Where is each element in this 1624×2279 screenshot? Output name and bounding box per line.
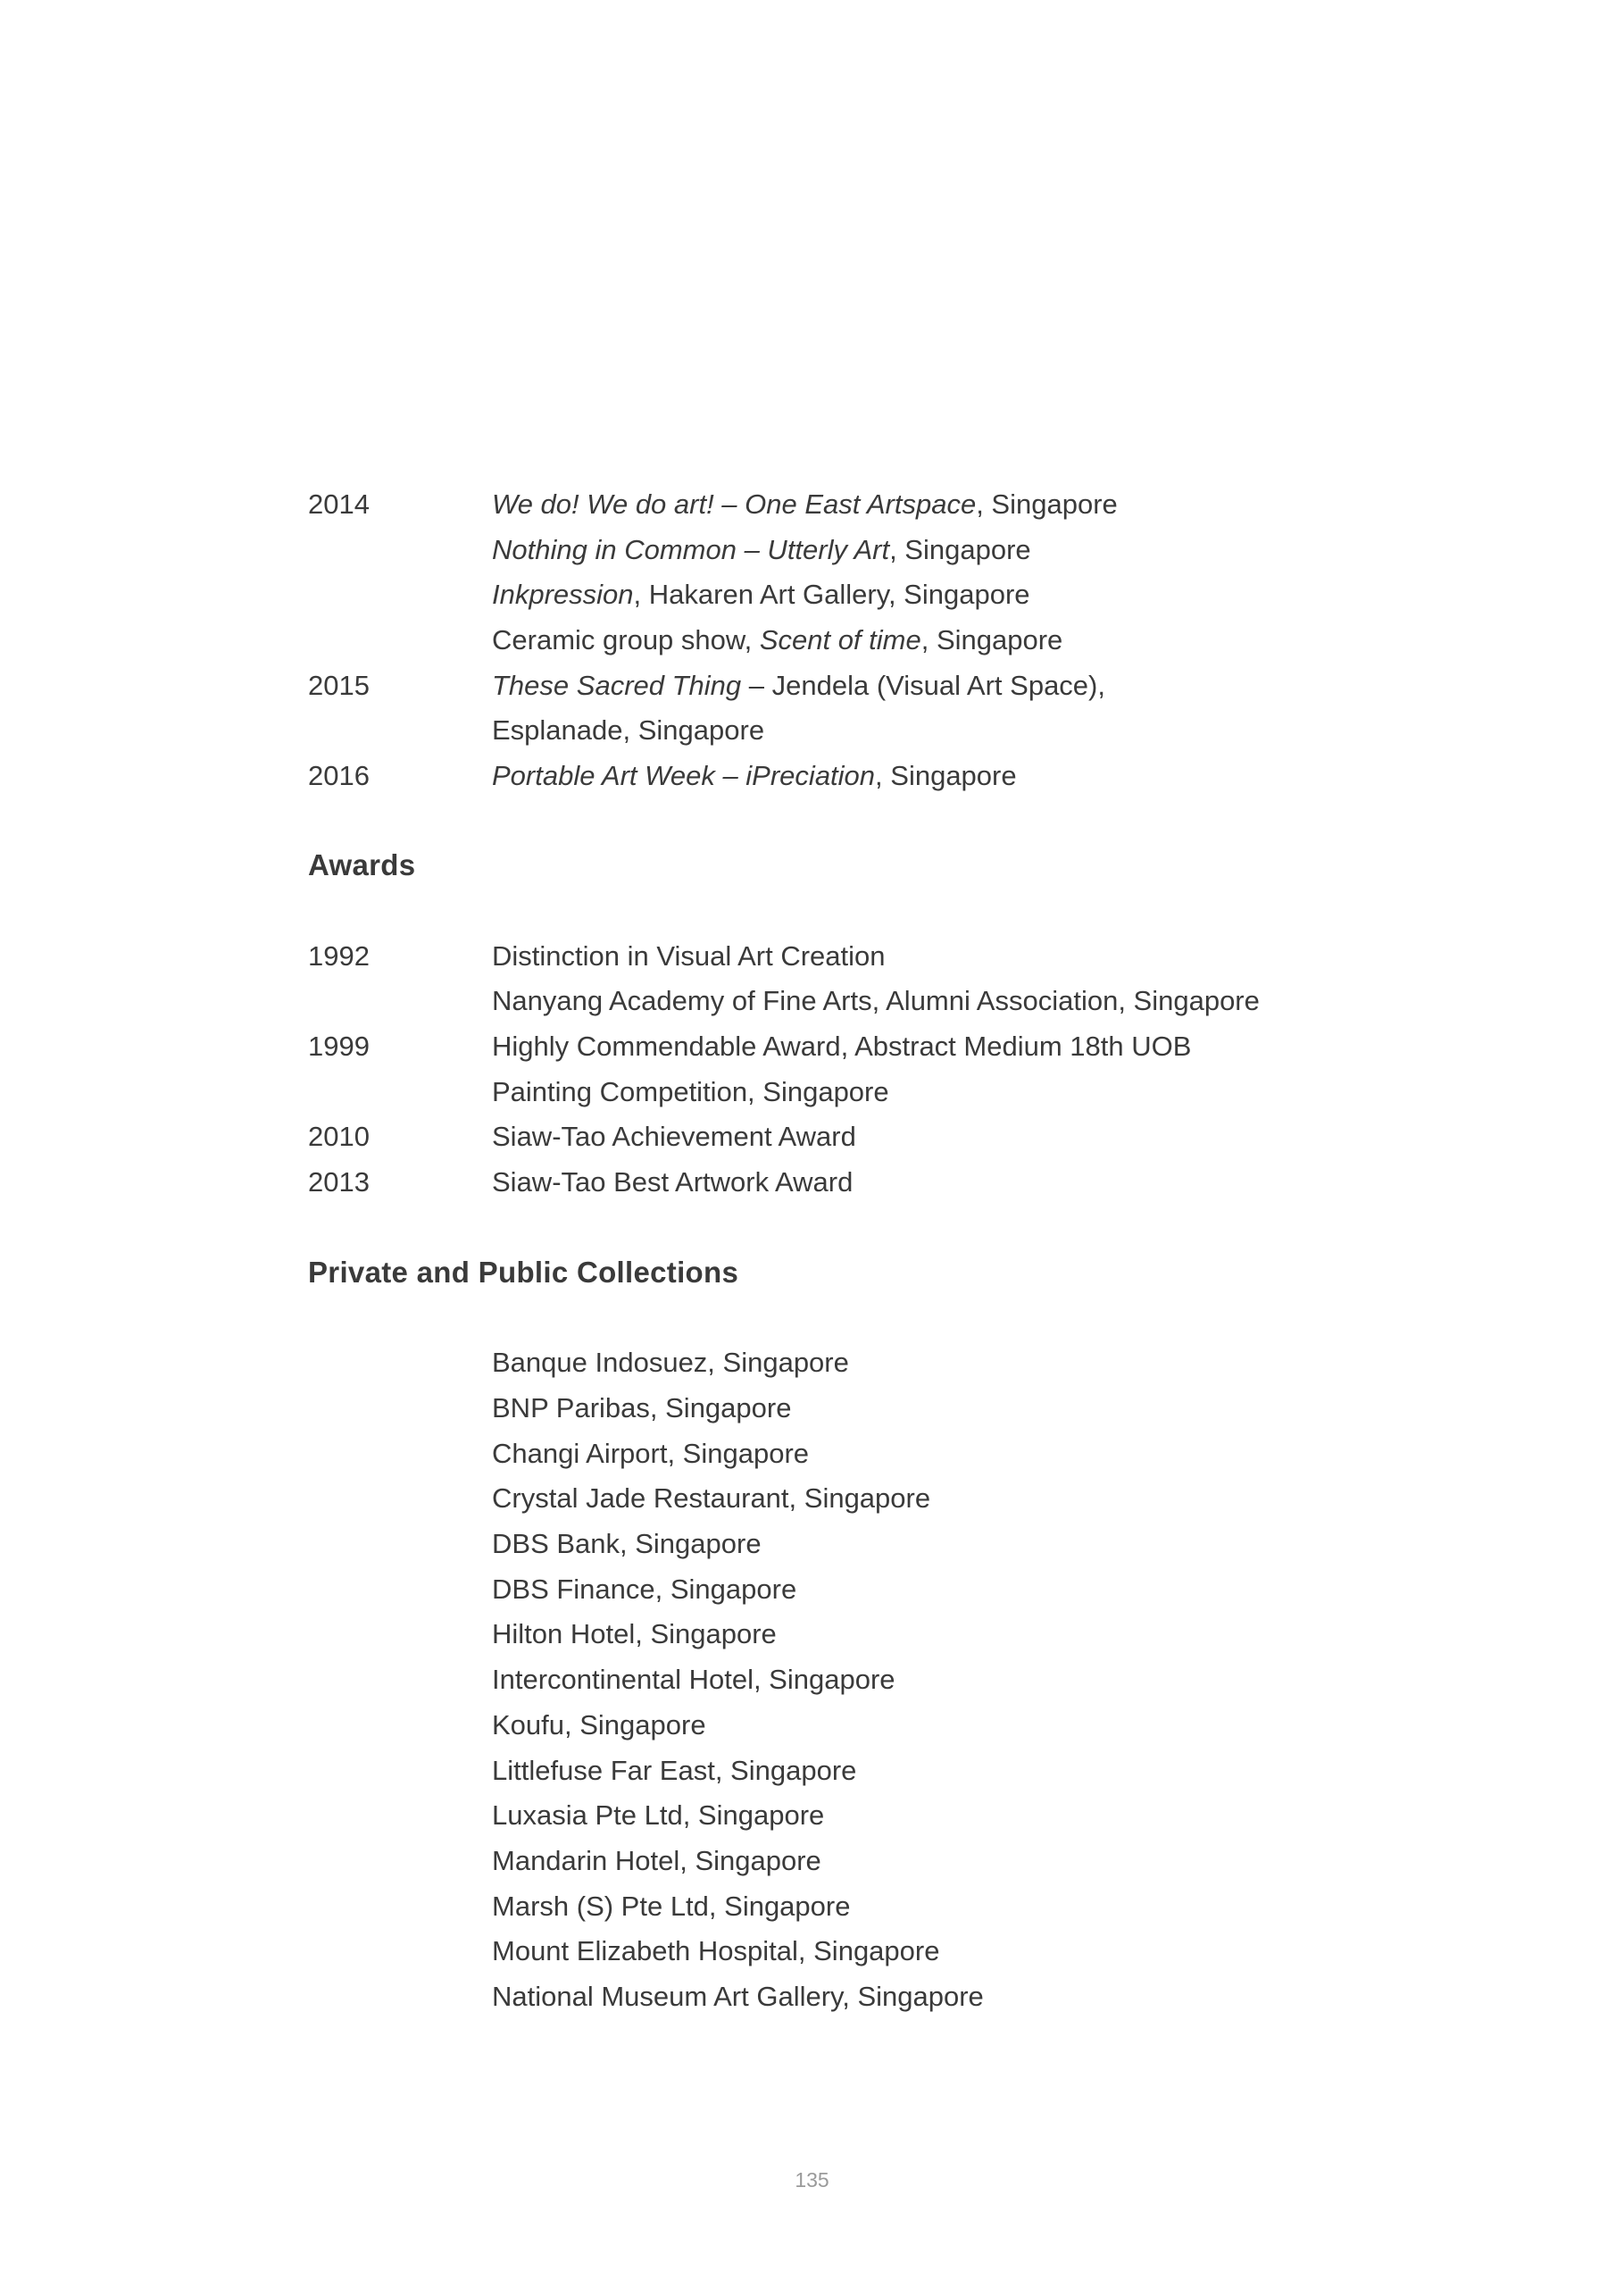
exhibition-row [308, 754, 1379, 799]
collection-item: Mandarin Hotel, Singapore [492, 1844, 821, 1876]
collection-item: Luxasia Pte Ltd, Singapore [492, 1799, 825, 1832]
collection-item: DBS Finance, Singapore [492, 1573, 797, 1605]
collection-item: DBS Bank, Singapore [492, 1528, 762, 1560]
awards-list [308, 934, 1379, 1206]
collection-item: Koufu, Singapore [492, 1708, 706, 1741]
exhibition-row [308, 528, 1379, 573]
exhibition-row [308, 572, 1379, 618]
award-entry: Siaw-Tao Best Artwork Award [492, 1165, 854, 1198]
year: 1999 [308, 1030, 370, 1062]
award-row [308, 934, 1379, 980]
collections-heading: Private and Public Collections [308, 1255, 739, 1289]
collection-item: National Museum Art Gallery, Singapore [492, 1980, 984, 2012]
year: 2014 [308, 488, 370, 520]
collection-item: Mount Elizabeth Hospital, Singapore [492, 1935, 940, 1967]
award-row [308, 1114, 1379, 1160]
exhibition-row [308, 664, 1379, 709]
exhibition-entry: Inkpression, Hakaren Art Gallery, Singapore [492, 579, 1030, 611]
year: 1992 [308, 939, 370, 972]
page-number: 135 [795, 2168, 829, 2191]
year: 2010 [308, 1121, 370, 1153]
collection-item: Littlefuse Far East, Singapore [492, 1754, 857, 1786]
collection-item: Banque Indosuez, Singapore [492, 1347, 849, 1379]
exhibition-entry: Ceramic group show, Scent of time, Singapore [492, 624, 1063, 656]
exhibition-row [308, 618, 1379, 664]
collection-item: Crystal Jade Restaurant, Singapore [492, 1482, 931, 1515]
collections-list [308, 1340, 1379, 2019]
year: 2015 [308, 669, 370, 701]
award-entry: Nanyang Academy of Fine Arts, Alumni Association, Singapore [492, 985, 1260, 1017]
exhibition-entry: We do! We do art! – One East Artspace, Singapore [492, 488, 1118, 520]
award-row [308, 1070, 1379, 1115]
exhibition-entry: Nothing in Common – Utterly Art, Singapore [492, 533, 1031, 565]
award-entry: Distinction in Visual Art Creation [492, 939, 886, 972]
year: 2016 [308, 760, 370, 792]
award-row [308, 979, 1379, 1024]
collection-item: Marsh (S) Pte Ltd, Singapore [492, 1890, 851, 1922]
year: 2013 [308, 1165, 370, 1198]
cv-page-content [308, 482, 1379, 2020]
exhibition-row [308, 482, 1379, 528]
collection-item: Changi Airport, Singapore [492, 1437, 810, 1469]
collection-item: Hilton Hotel, Singapore [492, 1618, 777, 1650]
exhibitions-list [308, 482, 1379, 799]
awards-heading: Awards [308, 847, 416, 881]
award-entry: Painting Competition, Singapore [492, 1075, 889, 1107]
exhibition-entry: These Sacred Thing – Jendela (Visual Art Space), [492, 669, 1105, 701]
award-entry: Highly Commendable Award, Abstract Medium 18th UOB [492, 1030, 1192, 1062]
award-row [308, 1160, 1379, 1206]
award-row [308, 1024, 1379, 1070]
exhibition-entry: Esplanade, Singapore [492, 714, 765, 747]
exhibition-row [308, 708, 1379, 754]
collection-item: BNP Paribas, Singapore [492, 1392, 792, 1423]
exhibition-entry: Portable Art Week – iPreciation, Singapore [492, 760, 1017, 792]
collection-item: Intercontinental Hotel, Singapore [492, 1664, 895, 1696]
award-entry: Siaw-Tao Achievement Award [492, 1121, 856, 1153]
